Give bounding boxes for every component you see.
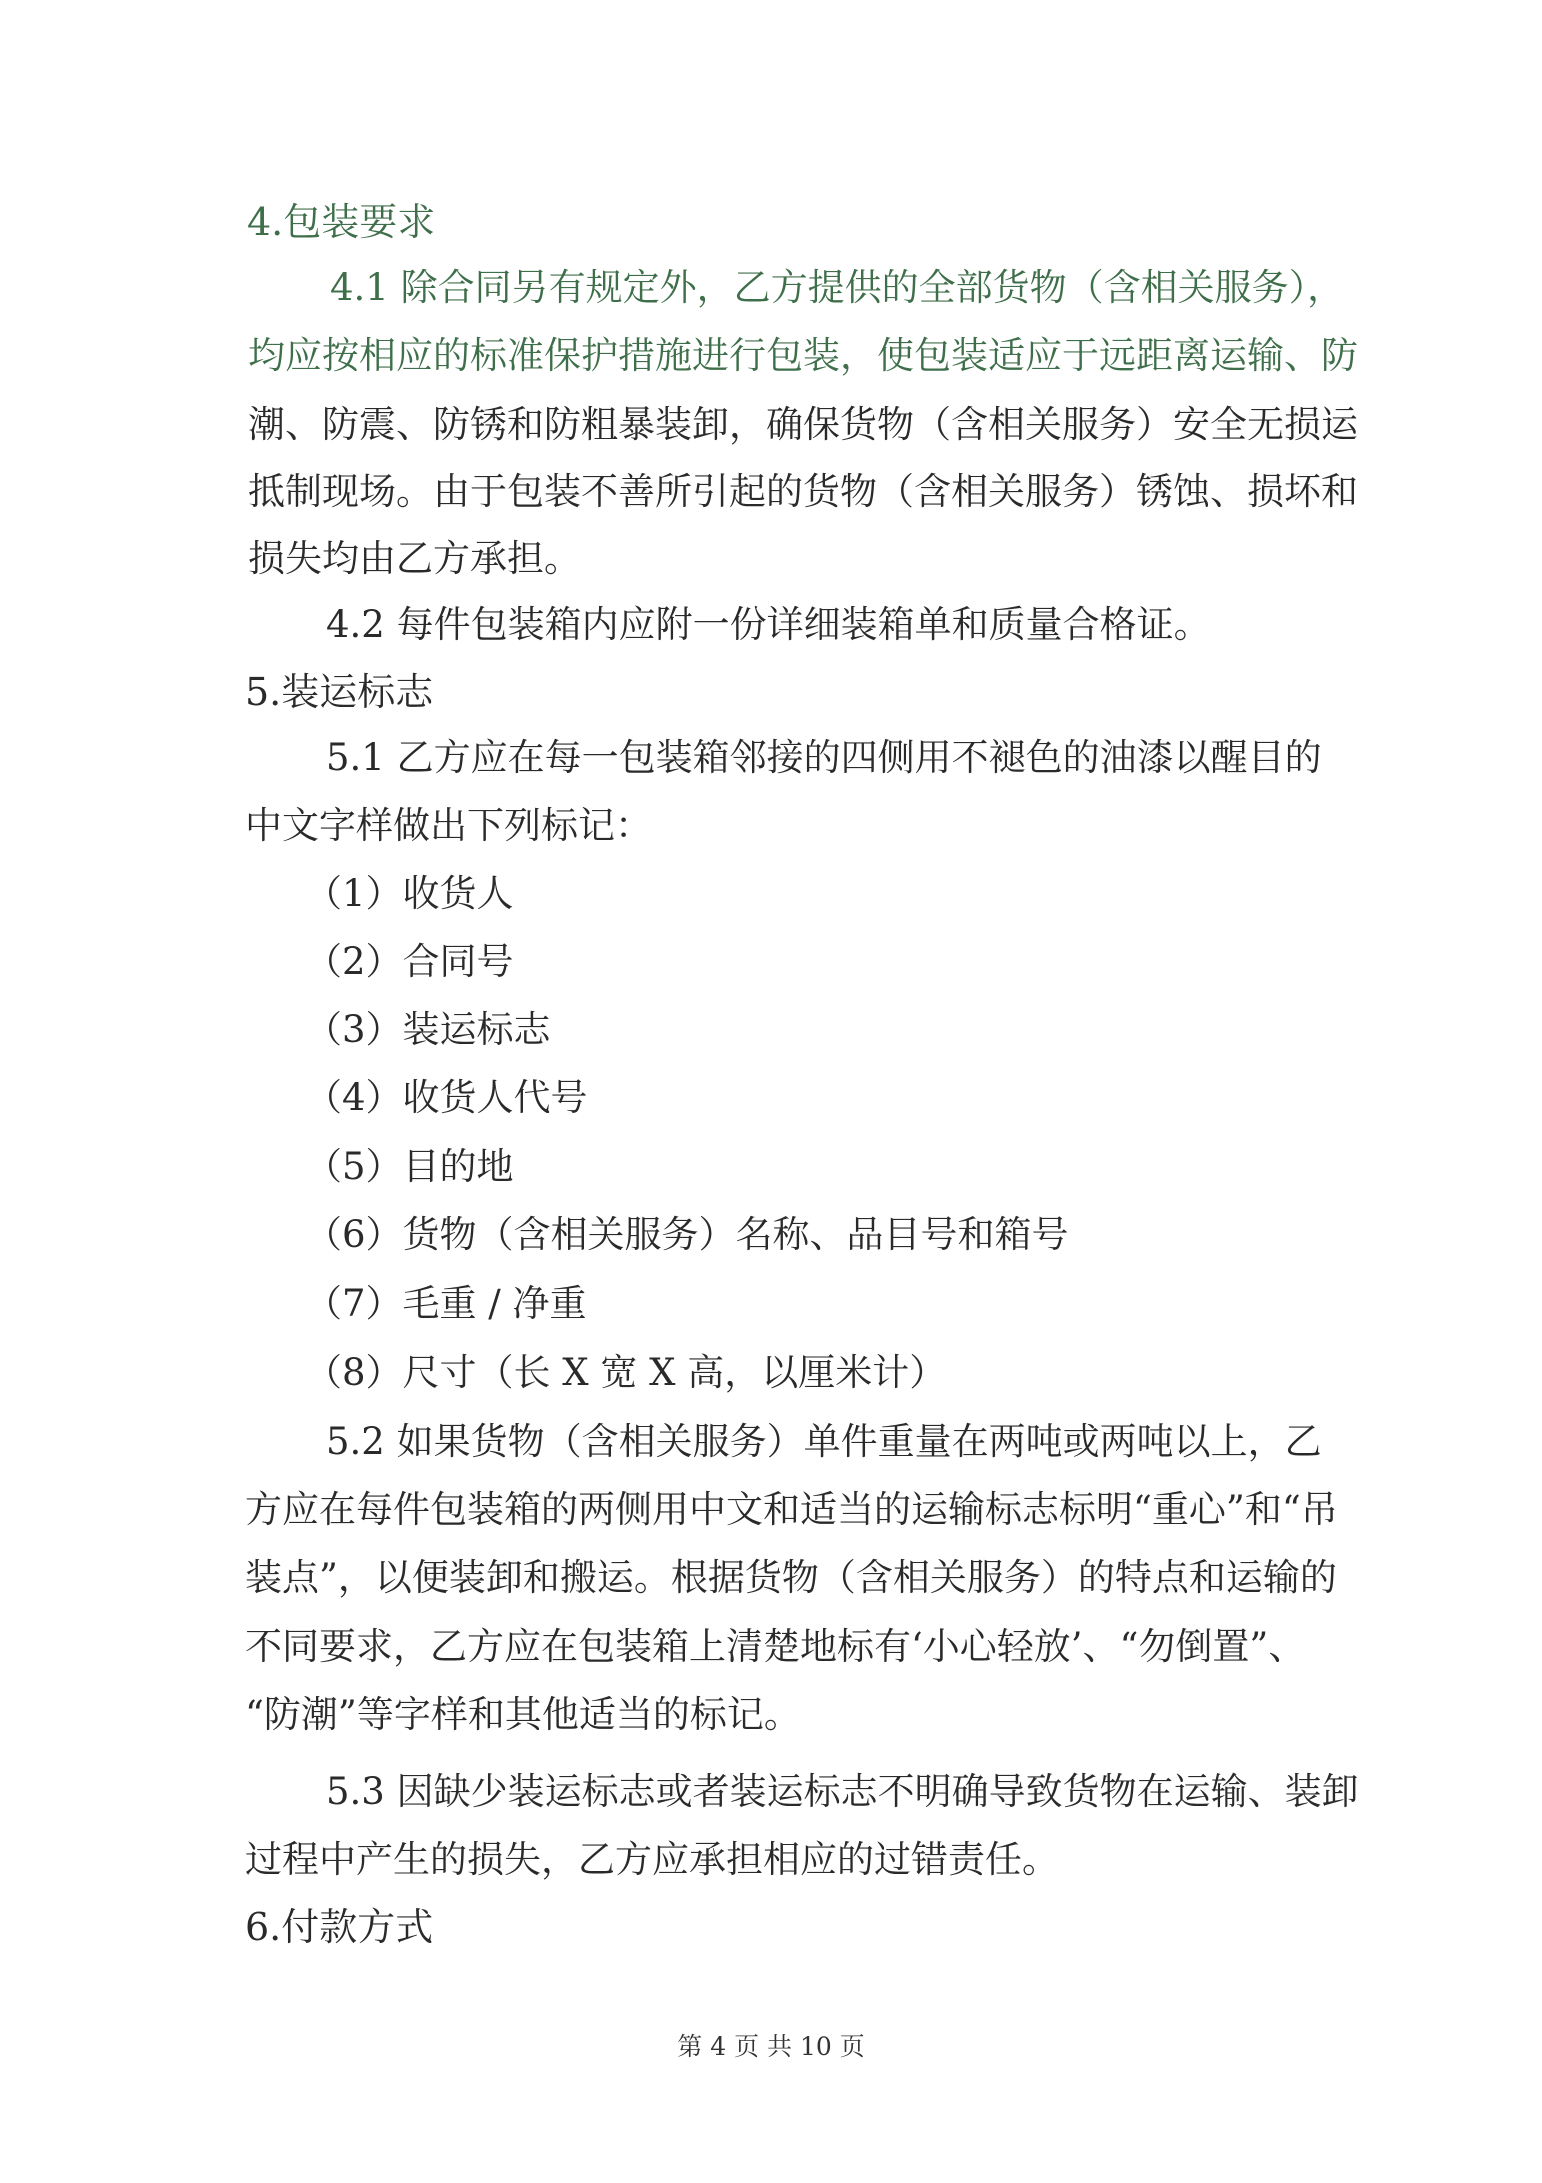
paragraph-5-1-line-2: 中文字样做出下列标记： [245, 804, 652, 847]
paragraph-5-2-line-3: 装点”，以便装卸和搬运。根据货物（含相关服务）的特点和运输的 [245, 1556, 1337, 1599]
paragraph-5-1-line-1: 5.1 乙方应在每一包装箱邻接的四侧用不褪色的油漆以醒目的 [326, 736, 1322, 779]
list-item: （2）合同号 [305, 940, 514, 983]
paragraph-5-3-line-2: 过程中产生的损失，乙方应承担相应的过错责任。 [245, 1838, 1059, 1881]
section-4-heading: 4.包装要求 [247, 200, 436, 244]
section-5-heading: 5.装运标志 [245, 670, 434, 714]
list-item: （4）收货人代号 [305, 1076, 588, 1119]
page-number-footer: 第 4 页 共 10 页 [677, 2032, 865, 2061]
list-item: （5）目的地 [305, 1145, 514, 1188]
list-item: （8）尺寸（长 X 宽 X 高，以厘米计） [305, 1351, 947, 1394]
paragraph-5-2-line-1: 5.2 如果货物（含相关服务）单件重量在两吨或两吨以上，乙 [326, 1420, 1322, 1463]
paragraph-4-1-line-5: 损失均由乙方承担。 [248, 537, 581, 580]
paragraph-5-3-line-1: 5.3 因缺少装运标志或者装运标志不明确导致货物在运输、装卸 [326, 1770, 1359, 1813]
paragraph-4-1-line-4: 抵制现场。由于包装不善所引起的货物（含相关服务）锈蚀、损坏和 [248, 470, 1358, 513]
list-item: （7）毛重 / 净重 [305, 1282, 587, 1325]
paragraph-4-1-line-2: 均应按相应的标准保护措施进行包装，使包装适应于远距离运输、防 [248, 334, 1358, 377]
list-item: （3）装运标志 [305, 1008, 551, 1051]
paragraph-5-2-line-2: 方应在每件包装箱的两侧用中文和适当的运输标志标明“重心”和“吊 [245, 1488, 1338, 1531]
section-6-heading: 6.付款方式 [245, 1905, 434, 1949]
list-item: （6）货物（含相关服务）名称、品目号和箱号 [305, 1213, 1069, 1256]
paragraph-4-1-line-1: 4.1 除合同另有规定外，乙方提供的全部货物（含相关服务）， [330, 266, 1345, 309]
paragraph-4-2: 4.2 每件包装箱内应附一份详细装箱单和质量合格证。 [326, 603, 1211, 646]
list-item: （1）收货人 [305, 872, 514, 915]
paragraph-4-1-line-3: 潮、防震、防锈和防粗暴装卸，确保货物（含相关服务）安全无损运 [248, 403, 1358, 446]
paragraph-5-2-line-4: 不同要求，乙方应在包装箱上清楚地标有‘小心轻放’、“勿倒置”、 [245, 1625, 1306, 1668]
paragraph-5-2-line-5: “防潮”等字样和其他适当的标记。 [245, 1693, 801, 1736]
